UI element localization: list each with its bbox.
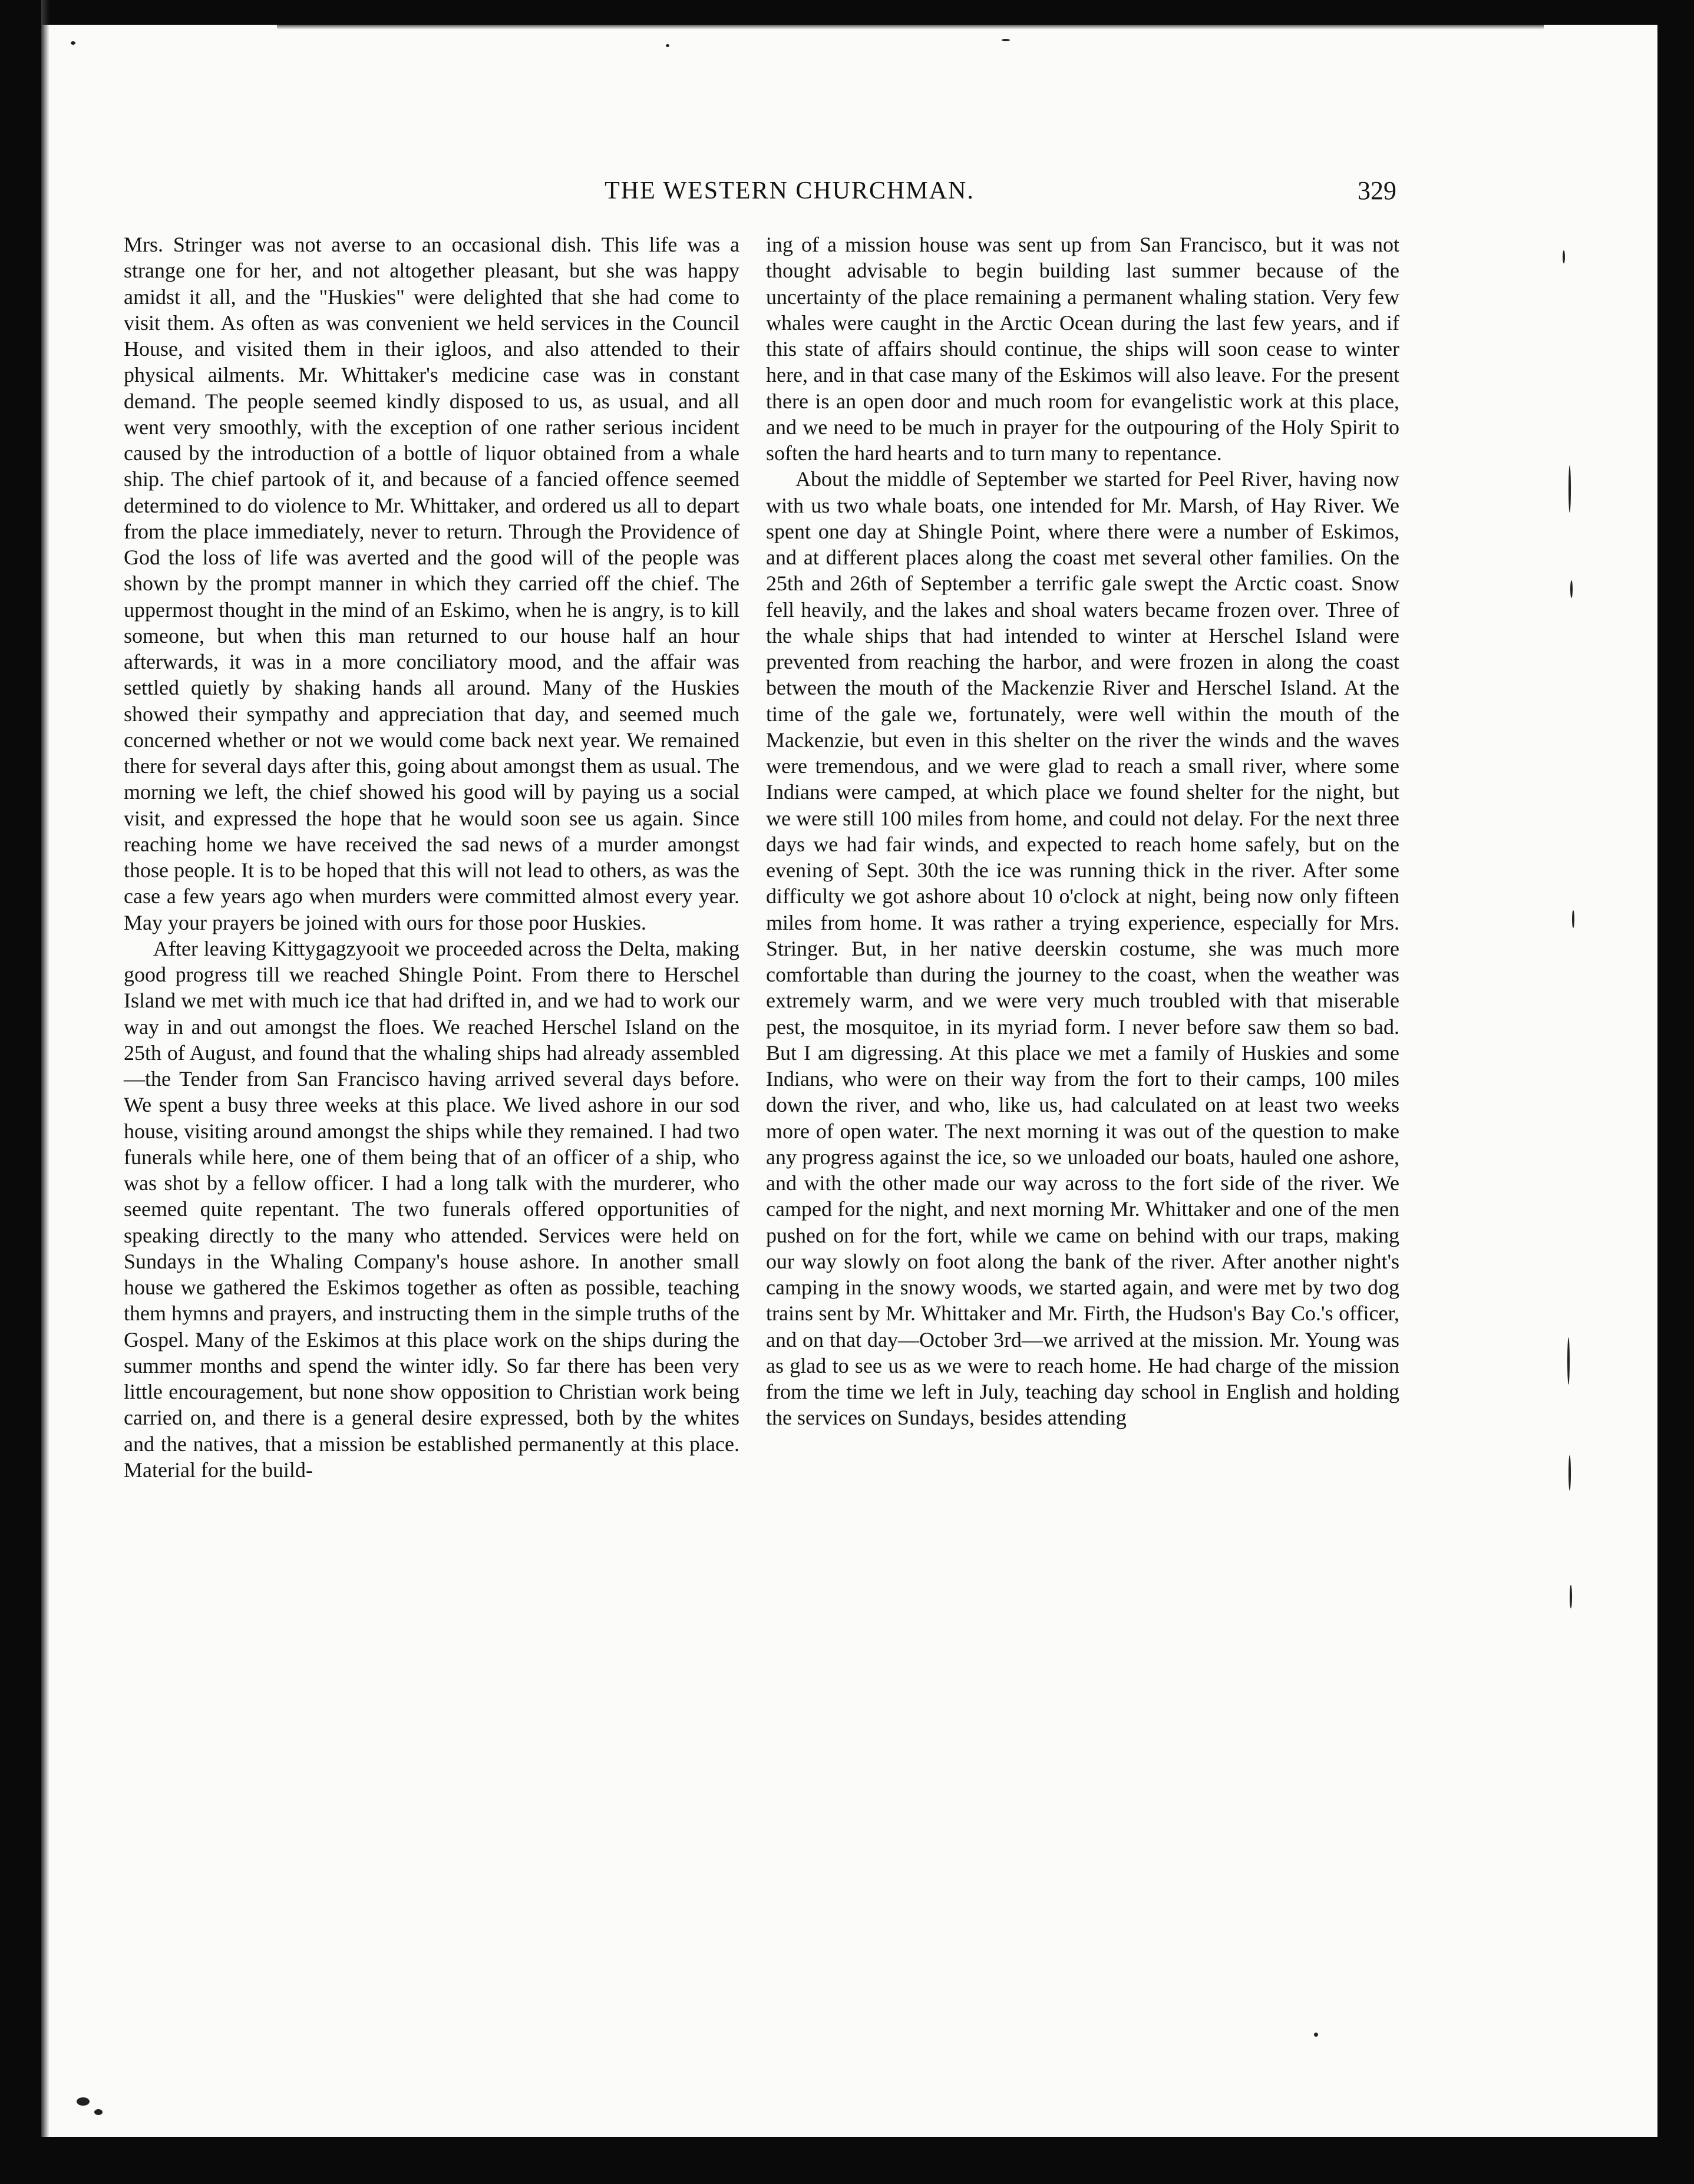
right-paragraph-2: About the middle of September we started for Peel River, having now with us two whale boats, one intended for Mr. Marsh, of Hay River. We spent one day at Shingle Point, where there were a number of Eskimos, and at different places along the coast met several other families. On the 25th and 26th of September a terrific gale swept the Arctic coast. Snow fell heavily, and the lakes and shoal waters became frozen over. Three of the whale ships that had intended to winter at Herschel Island were prevented from reaching the harbor, and were frozen in along the coast between the mouth of the Mackenzie River and Herschel Island. At the time of the gale we, fortunately, were well within the mouth of the Mackenzie, but even in this shelter on the river the winds and the waves were tremendous, and we were glad to reach a small river, where some Indians were camped, at which place we found shelter for the night, but we were still 100 miles from home, and could not delay. For the next three days we had fair winds, and expected to reach home safely, but on the evening of Sept. 30th the ice was running thick in the river. After some difficulty we got ashore about 10 o'clock at night, being now only fifteen miles from home. It was rather a trying experience, especially for Mrs. Stringer. But, in her native deerskin costume, she was much more comfortable than during the journey to the coast, when the weather was extremely warm, and we were very much troubled with that miserable pest, the mosquitoe, in its myriad form. I never before saw them so bad. But I am digressing. At this place we met a family of Huskies and some Indians, who were on their way from the fort to their camps, 100 miles down the river, and who, like us, had calculated on at least two weeks more of open water. The next morning it was out of the question to make any progress against the ice, so we unloaded our boats, hauled one ashore, and with the other made our way across to the fort side of the river. We camped for the night, and next morning Mr. Whittaker and one of the men pushed on for the fort, while we came on behind with our traps, making our way slowly on foot along the bank of the river. After another night's camping in the snowy woods, we started again, and were met by two dog trains sent by Mr. Whittaker and Mr. Firth, the Hudson's Bay Co.'s officer, and on that day—October 3rd—we arrived at the mission. Mr. Young was as glad to see us as we were to reach home. He had charge of the mission from the time we left in July, teaching day school in English and holding the services on Sundays, besides attending: [766, 467, 1399, 1430]
scan-speck: [666, 44, 669, 47]
running-title: THE WESTERN CHURCHMAN.: [605, 177, 975, 204]
scan-border-left-shadow: [41, 0, 49, 2184]
right-paragraph-1: ing of a mission house was sent up from San Francisco, but it was not thought advisable to begin building last summer because of the uncertainty of the place remaining a permanent whaling station. Very few whales were caught in the Arctic Ocean during the last few years, and if this state of affairs should continue, the ships will soon cease to winter here, and in that case many of the Eskimos will also leave. For the present there is an open door and much room for evangelistic work at this place, and we need to be much in prayer for the outpouring of the Holy Spirit to soften the hard hearts and to turn many to repentance.: [766, 233, 1399, 465]
left-paragraph-2: After leaving Kittygagzyooit we proceeded across the Delta, making good progress till we reached Shingle Point. From there to Herschel Island we met with much ice that had drifted in, and we had to work our way in and out amongst the floes. We reached Herschel Island on the 25th of August, and found that the whaling ships had already assembled—the Tender from San Francisco having arrived several days before. We spent a busy three weeks at this place. We lived ashore in our sod house, visiting around amongst the ships while they remained. I had two funerals while here, one of them being that of an officer of a ship, who was shot by a fellow officer. I had a long talk with the murderer, who seemed quite repentant. The two funerals offered opportunities of speaking directly to the many who attended. Services were held on Sundays in the Whaling Company's house ashore. In another small house we gathered the Eskimos together as often as possible, teaching them hymns and prayers, and instructing them in the simple truths of the Gospel. Many of the Eskimos at this place work on the ships during the summer months and spend the winter idly. So far there has been very little encouragement, but none show opposition to Christian work being carried on, and there is a general desire expressed, both by the whites and the natives, that a mission be established permanently at this place. Material for the build-: [124, 936, 739, 1482]
scan-border-left: [0, 0, 41, 2184]
scan-border-right: [1657, 0, 1694, 2184]
scan-speck: [1002, 39, 1010, 41]
scan-speck: [1570, 1585, 1572, 1608]
scan-speck: [1568, 465, 1571, 513]
scan-border-top: [0, 0, 1694, 25]
scan-speck: [1568, 1455, 1571, 1491]
scan-speck: [1563, 250, 1565, 263]
scan-speck: [71, 41, 75, 45]
scan-speck: [1572, 910, 1574, 928]
scan-speck: [1570, 580, 1573, 598]
scan-speck: [94, 2109, 103, 2115]
scan-border-top-shadow: [277, 22, 1544, 29]
scan-speck: [1567, 1337, 1570, 1385]
left-column: [124, 232, 739, 1483]
right-column: [766, 232, 1399, 1431]
page-number: 329: [1358, 176, 1396, 205]
scan-border-bottom: [0, 2137, 1694, 2184]
scan-speck: [77, 2097, 90, 2106]
scan-speck: [1314, 2033, 1318, 2037]
left-paragraph-1: Mrs. Stringer was not averse to an occasional dish. This life was a strange one for her, and not altogether pleasant, but she was happy amidst it all, and the "Huskies" were delighted that she had come to visit them. As often as was convenient we held services in the Council House, and visited them in their igloos, and also attended to their physical ailments. Mr. Whittaker's medicine case was in constant demand. The people seemed kindly disposed to us, as usual, and all went very smoothly, with the exception of one rather serious incident caused by the introduction of a bottle of liquor obtained from a whale ship. The chief partook of it, and because of a fancied offence seemed determined to do violence to Mr. Whittaker, and ordered us all to depart from the place immediately, never to return. Through the Providence of God the loss of life was averted and the good will of the people was shown by the prompt manner in which they carried off the chief. The uppermost thought in the mind of an Eskimo, when he is angry, is to kill someone, but when this man returned to our house half an hour afterwards, it was in a more conciliatory mood, and the affair was settled quietly by shaking hands all around. Many of the Huskies showed their sympathy and appreciation that day, and seemed much concerned whether or not we would come back next year. We remained there for several days after this, going about amongst them as usual. The morning we left, the chief showed his good will by paying us a social visit, and expressed the hope that he would soon see us again. Since reaching home we have received the sad news of a murder amongst those people. It is to be hoped that this will not lead to others, as was the case a few years ago when murders were committed almost every year. May your prayers be joined with ours for those poor Huskies.: [124, 233, 739, 934]
